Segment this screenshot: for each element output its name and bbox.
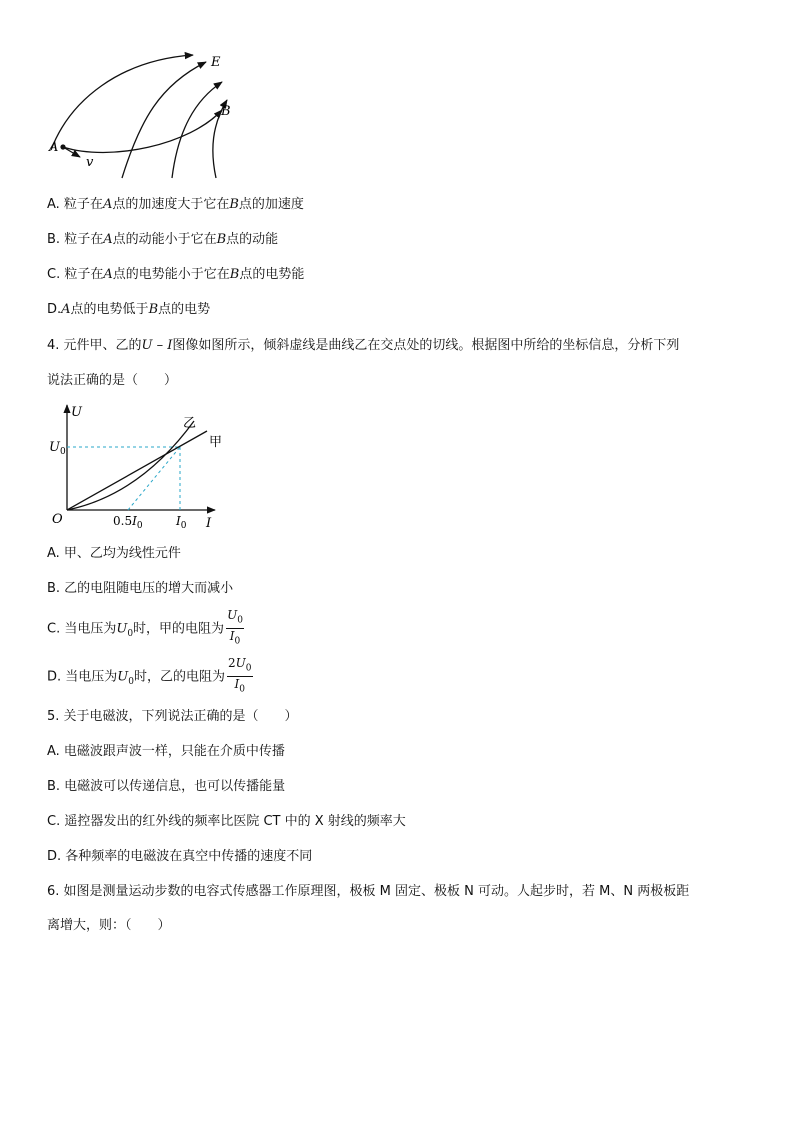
field-line-1 xyxy=(51,55,193,150)
q4-option-c: C. 当电压为$U_0$时，甲的电阻为 $\frac{U_0}{I_0}$ xyxy=(47,608,244,648)
q4-option-b: B. 乙的电阻随电压的增大而减小 xyxy=(47,581,234,596)
axis-y-label: U xyxy=(71,405,82,420)
i0-label: $I_0$ xyxy=(176,514,187,531)
curve-yi xyxy=(67,421,194,510)
q4-option-d: D. 当电压为$U_0$时，乙的电阻为 $\frac{2U_0}{I_0}$ xyxy=(47,656,253,696)
q5-stem: 5. 关于电磁波，下列说法正确的是（ ） xyxy=(47,709,298,724)
q3-option-a: A. 粒子在A点的加速度大于它在B点的加速度 xyxy=(47,197,304,212)
field-line-3 xyxy=(172,82,222,178)
label-v: v xyxy=(86,155,94,170)
q4-stem-line1: 4. 元件甲、乙的U – I图像如图所示，倾斜虚线是曲线乙在交点处的切线。根据图中所给的坐标信息，分析下列 xyxy=(47,338,680,353)
field-line-2 xyxy=(122,62,206,178)
label-a: A xyxy=(49,140,59,155)
field-lines-figure xyxy=(40,45,250,180)
q5-option-d: D. 各种频率的电磁波在真空中传播的速度不同 xyxy=(47,849,313,864)
q5-option-c: C. 遥控器发出的红外线的频率比医院 CT 中的 X 射线的频率大 xyxy=(47,814,406,829)
q4-option-a: A. 甲、乙均为线性元件 xyxy=(47,546,181,561)
trajectory xyxy=(63,110,222,152)
line-jia xyxy=(67,431,207,510)
label-e: E xyxy=(211,55,221,70)
fraction-2u0-over-i0: $\frac{2U_0}{I_0}$ xyxy=(228,656,252,695)
curve-jia-label: 甲 xyxy=(209,435,223,450)
q5-option-a: A. 电磁波跟声波一样，只能在介质中传播 xyxy=(47,744,285,759)
point-a-dot xyxy=(60,144,65,149)
q5-option-b: B. 电磁波可以传递信息，也可以传播能量 xyxy=(47,779,286,794)
q4-stem-line2: 说法正确的是（ ） xyxy=(47,373,178,388)
half-i0-label: $0.5I_0$ xyxy=(113,514,143,531)
q3-option-d: D.A点的电势低于B点的电势 xyxy=(47,302,211,317)
tangent-dashed xyxy=(128,447,180,510)
q6-stem-line1: 6. 如图是测量运动步数的电容式传感器工作原理图，极板 M 固定、极板 N 可动。人起步时，若 M、N 两极板距 xyxy=(47,884,690,899)
axis-x-label: I xyxy=(206,516,212,531)
velocity-arrow xyxy=(63,147,80,157)
field-lines xyxy=(51,55,227,178)
curve-yi-label: 乙 xyxy=(183,416,197,431)
origin-label: O xyxy=(52,512,63,527)
ui-graph xyxy=(45,400,235,535)
q3-option-c: C. 粒子在A点的电势能小于它在B点的电势能 xyxy=(47,267,305,282)
fraction-u0-over-i0: $\frac{U_0}{I_0}$ xyxy=(227,608,243,647)
u0-label: $U_0$ xyxy=(49,440,66,457)
label-b: B xyxy=(221,104,231,119)
q6-stem-line2: 离增大，则：（ ） xyxy=(47,918,171,933)
q3-option-b: B. 粒子在A点的动能小于它在B点的动能 xyxy=(47,232,279,247)
